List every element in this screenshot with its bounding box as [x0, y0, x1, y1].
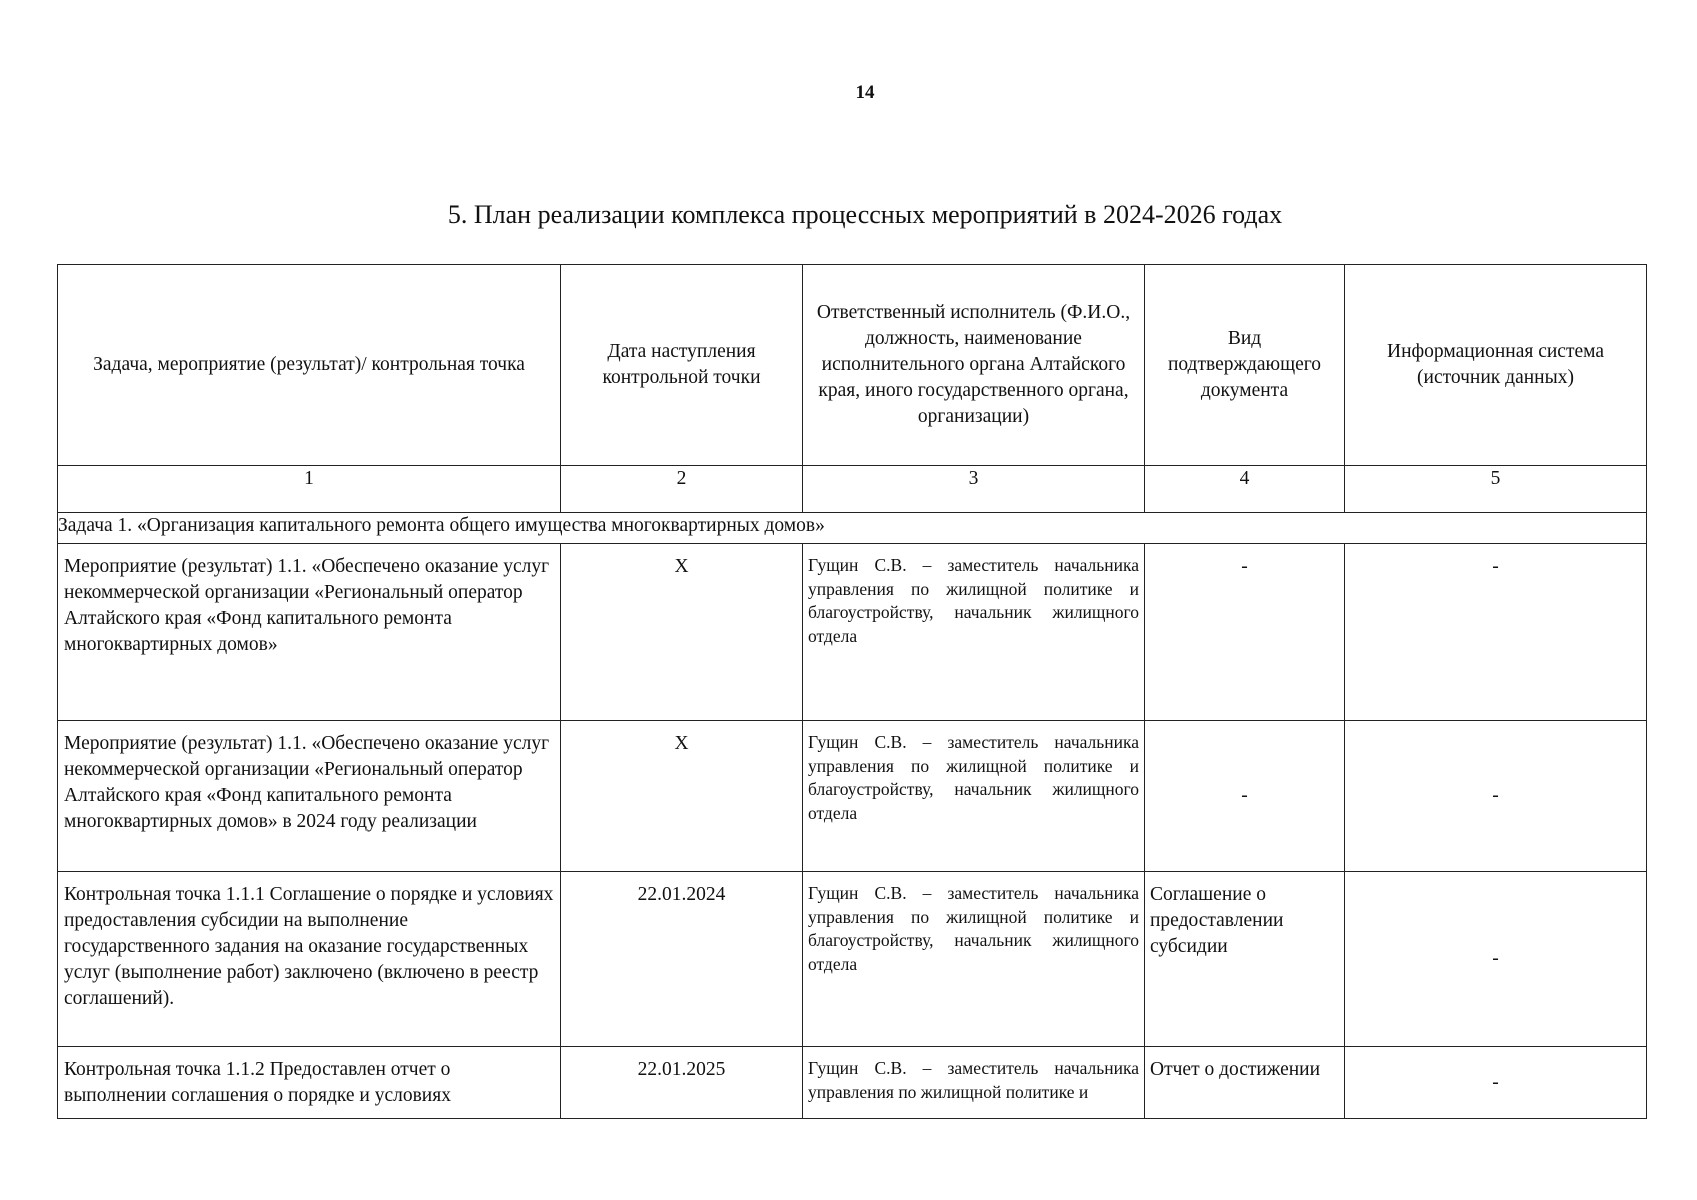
- row-date: X: [561, 544, 803, 721]
- row-executor: Гущин С.В. – заместитель начальника управления по жилищной политике и благоустройству, начальник жилищного отдела: [803, 721, 1145, 872]
- header-document: Вид подтверждающего документа: [1145, 265, 1345, 466]
- header-info-system: Информационная система (источник данных): [1345, 265, 1647, 466]
- column-number: 4: [1145, 466, 1345, 513]
- table-row: [58, 872, 1647, 1047]
- row-name: Контрольная точка 1.1.1 Соглашение о порядке и условиях предоставления субсидии на выполнение государственного задания на оказание государственных услуг (выполнение работ) заключено (включено в реестр соглашений).: [58, 872, 561, 1047]
- header-task: Задача, мероприятие (результат)/ контрольная точка: [58, 265, 561, 466]
- row-date: X: [561, 721, 803, 872]
- row-executor: Гущин С.В. – заместитель начальника управления по жилищной политике и благоустройству, начальник жилищного отдела: [803, 544, 1145, 721]
- table-header-row: [58, 265, 1647, 466]
- row-info-system: -: [1345, 872, 1647, 1047]
- section-title: 5. План реализации комплекса процессных мероприятий в 2024-2026 годах: [447, 200, 1283, 229]
- implementation-plan-table: [57, 264, 1647, 1119]
- row-document: -: [1145, 721, 1345, 872]
- row-info-system: -: [1345, 721, 1647, 872]
- row-name: Контрольная точка 1.1.2 Предоставлен отчет о выполнении соглашения о порядке и условиях: [58, 1047, 561, 1119]
- row-date: 22.01.2024: [561, 872, 803, 1047]
- column-number-row: [58, 466, 1647, 513]
- row-executor: Гущин С.В. – заместитель начальника управления по жилищной политике и благоустройству, начальник жилищного отдела: [803, 872, 1145, 1047]
- column-number: 5: [1345, 466, 1647, 513]
- table-row: [58, 544, 1647, 721]
- table-row: [58, 721, 1647, 872]
- row-name: Мероприятие (результат) 1.1. «Обеспечено оказание услуг некоммерческой организации «Региональный оператор Алтайского края «Фонд капитального ремонта многоквартирных домов»: [58, 544, 561, 721]
- header-date: Дата наступления контрольной точки: [561, 265, 803, 466]
- task-row: [58, 513, 1647, 544]
- row-name: Мероприятие (результат) 1.1. «Обеспечено оказание услуг некоммерческой организации «Региональный оператор Алтайского края «Фонд капитального ремонта многоквартирных домов» в 2024 году реализации: [58, 721, 561, 872]
- table-row: [58, 1047, 1647, 1119]
- column-number: 1: [58, 466, 561, 513]
- column-number: 3: [803, 466, 1145, 513]
- column-number: 2: [561, 466, 803, 513]
- row-document: -: [1145, 544, 1345, 721]
- page-number: 14: [855, 82, 875, 103]
- task-title: Задача 1. «Организация капитального ремонта общего имущества многоквартирных домов»: [58, 513, 1647, 544]
- row-executor: Гущин С.В. – заместитель начальника управления по жилищной политике и: [803, 1047, 1145, 1119]
- row-date: 22.01.2025: [561, 1047, 803, 1119]
- row-info-system: -: [1345, 544, 1647, 721]
- header-executor: Ответственный исполнитель (Ф.И.О., должность, наименование исполнительного органа Алтайского края, иного государственного органа, организации): [803, 265, 1145, 466]
- row-document: Соглашение о предоставлении субсидии: [1145, 872, 1345, 1047]
- row-document: Отчет о достижении: [1145, 1047, 1345, 1119]
- row-info-system: -: [1345, 1047, 1647, 1119]
